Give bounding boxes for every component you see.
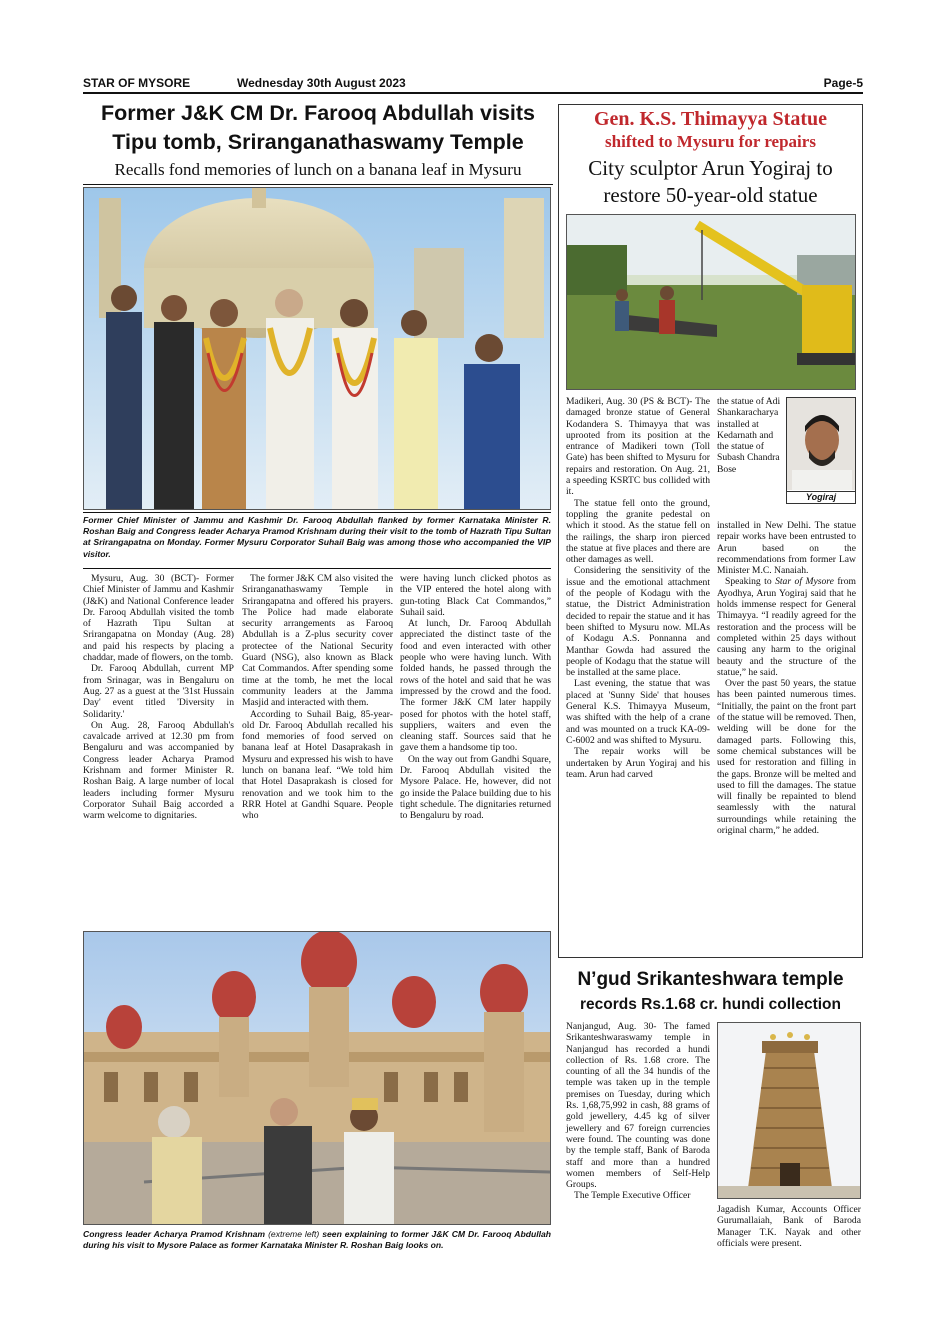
main-headline <box>83 99 553 157</box>
page-number: Page-5 <box>823 76 863 90</box>
header-rule <box>83 92 863 94</box>
temple-article-col-2: Jagadish Kumar, Accounts Officer Gurumallaiah, Bank of Baroda Manager T.K. Nayak and other officials were present. <box>717 1204 861 1249</box>
paragraph: At lunch, Dr. Farooq Abdullah appreciated the distinct taste of the food and even interacted with other people who were having lunch. With folded hands, he passed through the rows of the hotel and said that he was impressed by the crowd and the food. The former J&K CM later happily posed for photos with the hotel staff, suppliers, waiters and even the cleaning staff. Sources said that he gave them a handsome tip too. <box>400 618 551 754</box>
paragraph: The Temple Executive Officer <box>574 1190 691 1202</box>
crane-photo <box>566 214 856 390</box>
paragraph: Considering the sensitivity of the issue and the emotional attachment of the people of Kodagu with the statue, the District Administration decided to repair the statue and it has been shifted to Mysuru now. MLAs of Kodagu A.S. Ponnanna and Manthar Gowda had assured the people of Kodagu that the statue will be installed at the same place. <box>566 565 710 679</box>
palace-illustration <box>84 932 551 1225</box>
caption-bottom-rule <box>83 568 551 569</box>
paragraph: Speaking to Star of Mysore from Ayodhya, Arun Yogiraj said that he holds immense respect for General Thimayya. “I readily agreed for the restoration and the process will be completed within 25 days without causing any harm to the original beauty and the structure of the statue,” he said. <box>717 576 856 678</box>
temple-tower-photo <box>717 1022 861 1199</box>
paragraph: Dr. Farooq Abdullah, current MP from Srinagar, was in Bengaluru on Aug. 27 as a guest at the '31st Hussain Day' event titled 'Diversity in Solidarity.' <box>83 663 234 720</box>
caption-top-rule <box>83 512 551 513</box>
mysore-palace-photo <box>83 931 551 1225</box>
issue-date: Wednesday 30th August 2023 <box>237 76 406 90</box>
statue-title-line-4: restore 50-year-old statue <box>603 183 818 207</box>
main-article-col-1 <box>83 573 234 822</box>
paragraph: Nanjangud, Aug. 30- The famed Srikanteshwaraswamy temple in Nanjangud has recorded a hundi collection of Rs. 1.68 crore. The counting of all the 34 hundis of the temple was taken up in the temple premises on Tuesday, during which Rs. 1,68,75,992 in cash, 88 grams of gold jewellery, 4.45 kg of silver jewellery and 67 foreign currencies were found. The counting was done by the temple staff, Bank of Baroda staff and more than a hundred women members of Self-Help Groups. <box>566 1021 710 1191</box>
tipu-tomb-photo <box>83 187 551 510</box>
main-subhead: Recalls fond memories of lunch on a banana leaf in Mysuru <box>114 160 522 179</box>
paragraph: were having lunch clicked photos as the VIP entered the hotel along with gun-toting Black Cat Commandos,” Suhail said. <box>400 573 551 618</box>
portrait-label: Yogiraj <box>787 491 855 502</box>
statue-title-red-2: shifted to Mysuru for repairs <box>605 132 816 151</box>
paragraph: The former J&K CM also visited the Sriranganathaswamy Temple in Srirangapatna and offered his prayers. The Police had made elaborate security arrangements as Farooq Abdullah is a Z-plus security cover protectee of the National Security Guard (NSG), also known as Black Cat Commandos. After spending some time at the tomb, he met the local community leaders at the Jamma Masjid and interacted with them. <box>242 573 393 709</box>
group-photo-illustration <box>84 188 551 510</box>
page-header <box>83 74 863 92</box>
yogiraj-portrait <box>786 397 856 504</box>
statue-article-col-2 <box>717 520 856 836</box>
headline-line-2: Tipu tomb, Sriranganathaswamy Temple <box>112 130 524 154</box>
paragraph: Mysuru, Aug. 30 (BCT)- Former Chief Minister of Jammu and Kashmir (J&K) and National Conference leader Dr. Farooq Abdullah visited the tomb of Hazrath Tipu Sultan at Srirangapatna on Monday (Aug. 28) and paid his respects by placing a chaddar, made of flowers, on the tomb. <box>83 573 234 664</box>
paragraph: According to Suhail Baig, 85-year-old Dr. Farooq Abdullah recalled his fond memories of food served on banana leaf at Hotel Dasaprakash in Mysuru and expressed his wish to have lunch on banana leaf. “We told him that Hotel Dasaprakash is closed for renovation and we took him to the RRR Hotel at Gandhi Square. People who <box>242 708 393 822</box>
paragraph: Over the past 50 years, the statue has been painted numerous times. “Initially, the paint on the front part of the statue will be removed. Then, welding will be done for the damaged parts. Following this, some chemical substances will be used for restoration and filling in the gaps. Bronze will be melted and used to fill the damages. The statue will finally be repainted to blend seamlessly with the natural surroundings while retaining the original charm,” he added. <box>717 678 856 837</box>
paragraph: The repair works will be undertaken by Arun Yogiraj and his team. Arun had carved <box>566 746 710 780</box>
tipu-photo-caption: Former Chief Minister of Jammu and Kashmir Dr. Farooq Abdullah flanked by former Karnataka Minister R. Roshan Baig and Congress leader Acharya Pramod Krishnam during their visit to the tomb of Hazrath Tipu Sultan at Srirangapatna on Monday. Former Mysuru Corporator Suhail Baig was among those who accompanied the VIP visitor. <box>83 515 551 559</box>
temple-headline-2: records Rs.1.68 cr. hundi collection <box>579 996 841 1013</box>
paragraph: On the way out from Gandhi Square, Dr. Farooq Abdullah visited the Mysore Palace. He, however, did not go inside the Palace building due to his tight schedule. The dignitaries returned to Bengaluru by road. <box>400 753 551 822</box>
statue-article-col-1 <box>566 396 710 780</box>
subhead-rule <box>83 184 553 185</box>
paragraph: The statue fell onto the ground, toppling the granite pedestal on which it stood. As the statue fell on the railings, the sharp iron pierced the statue at five places and there are other damages as well. <box>566 497 710 566</box>
newspaper-name: STAR OF MYSORE <box>83 76 191 90</box>
main-article-col-2 <box>242 573 393 822</box>
temple-headline-1: N’gud Srikanteshwara temple <box>577 969 844 990</box>
statue-article-col-2-top: the statue of Adi Shankaracharya installed at Kedarnath and the statue of Subash Chandra Bose <box>717 396 781 475</box>
crane-illustration <box>567 215 856 390</box>
paragraph: On Aug. 28, Farooq Abdullah's cavalcade arrived at 12.30 pm from Bengaluru and was accompanied by Congress leader Acharya Pramod Krishnam and former Minister R. Roshan Baig. A large number of local leaders including former Mysuru Corporator Suhail Baig accorded a warm welcome to dignitaries. <box>83 719 234 822</box>
paragraph: Madikeri, Aug. 30 (PS & BCT)- The damaged bronze statue of General Kodandera S. Thimayya that was uprooted from its position at the entrance of Madikeri town (Toll Gate) has been shifted to Mysuru for repairs and restoration. On Aug. 21, a speeding KSRTC bus collided with it. <box>566 396 710 498</box>
statue-title-line-3: City sculptor Arun Yogiraj to <box>588 156 833 180</box>
palace-photo-caption: Congress leader Acharya Pramod Krishnam (extreme left) seen explaining to former J&K CM Dr. Farooq Abdullah during his visit to Mysore Palace as former Karnataka Minister R. Roshan Baig looks on. <box>83 1229 552 1251</box>
statue-title-red-1: Gen. K.S. Thimayya Statue <box>594 108 827 130</box>
statue-title-black <box>558 155 863 209</box>
portrait-illustration <box>787 398 856 490</box>
headline-line-1: Former J&K CM Dr. Farooq Abdullah visits <box>100 101 536 125</box>
paragraph: installed in New Delhi. The statue repair works have been entrusted to Arun based on the recommendations from former Law Minister M.C. Nanaiah. <box>717 520 856 577</box>
temple-article-col-1 <box>566 1021 710 1202</box>
main-article-col-3 <box>400 573 551 822</box>
gopuram-illustration <box>718 1023 861 1199</box>
paragraph: Last evening, the statue that was placed at 'Sunny Side' that houses General K.S. Thimayya Museum, was shifted with the help of a crane and was mounted on a truck KA-09-C-6002 and was shifted to Mysuru. <box>566 678 710 746</box>
